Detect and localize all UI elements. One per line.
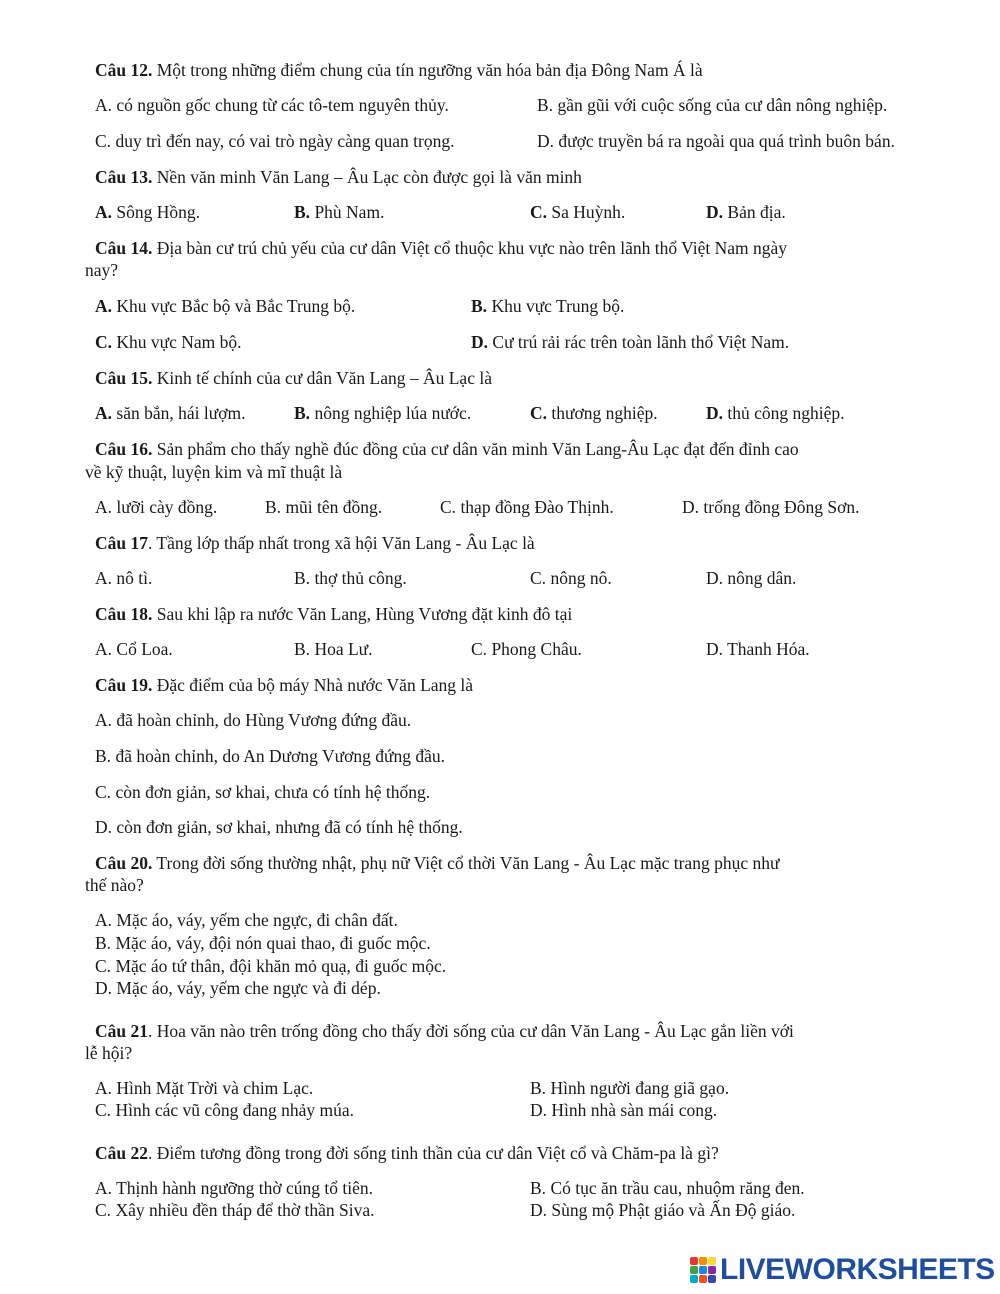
question-label: Câu 14. (95, 238, 153, 258)
q19-option-b[interactable]: B. đã hoàn chỉnh, do An Dương Vương đứng đầu. (95, 746, 445, 766)
q20-option-a[interactable]: A. Mặc áo, váy, yếm che ngực, đi chân đất. (95, 910, 398, 930)
q14-option-d[interactable]: D. Cư trú rải rác trên toàn lãnh thổ Việt Nam. (471, 332, 790, 352)
question-12 (95, 59, 703, 81)
question-21 (95, 1020, 794, 1042)
q12-option-a[interactable]: A. có nguồn gốc chung từ các tô-tem nguyên thủy. (95, 95, 449, 115)
question-label: Câu 13. (95, 167, 153, 187)
q14-option-a[interactable]: A. Khu vực Bắc bộ và Bắc Trung bộ. (95, 296, 356, 316)
q13-option-a[interactable]: A. Sông Hồng. (95, 202, 201, 222)
q21-option-d[interactable]: D. Hình nhà sàn mái cong. (530, 1100, 718, 1120)
question-label: Câu 12. (95, 60, 153, 80)
question-text: Sản phẩm cho thấy nghề đúc đồng của cư dân văn minh Văn Lang-Âu Lạc đạt đến đỉnh cao (152, 439, 799, 459)
question-text: Địa bàn cư trú chủ yếu của cư dân Việt cổ thuộc khu vực nào trên lãnh thổ Việt Nam ngày (152, 238, 787, 258)
question-16-cont: về kỹ thuật, luyện kim và mĩ thuật là (85, 462, 343, 482)
q21-option-c[interactable]: C. Hình các vũ công đang nhảy múa. (95, 1100, 355, 1120)
question-text: Một trong những điểm chung của tín ngưỡng văn hóa bản địa Đông Nam Á là (152, 60, 703, 80)
q16-option-d[interactable]: D. trống đồng Đông Sơn. (682, 497, 860, 517)
q16-option-c[interactable]: C. thạp đồng Đào Thịnh. (440, 497, 614, 517)
q18-option-b[interactable]: B. Hoa Lư. (294, 639, 373, 659)
question-17 (95, 532, 535, 554)
q15-option-b[interactable]: B. nông nghiệp lúa nước. (294, 403, 472, 423)
q18-option-d[interactable]: D. Thanh Hóa. (706, 639, 810, 659)
q21-option-b[interactable]: B. Hình người đang giã gạo. (530, 1078, 730, 1098)
question-15 (95, 367, 492, 389)
q19-option-a[interactable]: A. đã hoàn chỉnh, do Hùng Vương đứng đầu. (95, 710, 412, 730)
q18-option-a[interactable]: A. Cổ Loa. (95, 639, 173, 659)
question-text: . Điểm tương đồng trong đời sống tinh thần của cư dân Việt cổ và Chăm-pa là gì? (148, 1143, 719, 1163)
question-label: Câu 15. (95, 368, 153, 388)
question-text: Đặc điểm của bộ máy Nhà nước Văn Lang là (152, 675, 474, 695)
q22-option-c[interactable]: C. Xây nhiều đền tháp để thờ thần Siva. (95, 1200, 375, 1220)
question-text: . Tầng lớp thấp nhất trong xã hội Văn Lang - Âu Lạc là (148, 533, 535, 553)
q16-option-b[interactable]: B. mũi tên đồng. (265, 497, 383, 517)
question-text: Sau khi lập ra nước Văn Lang, Hùng Vương đặt kinh đô tại (152, 604, 573, 624)
q15-option-a[interactable]: A. săn bắn, hái lượm. (95, 403, 246, 423)
q22-option-a[interactable]: A. Thịnh hành ngưỡng thờ cúng tổ tiên. (95, 1178, 373, 1198)
question-label: Câu 20. (95, 853, 153, 873)
logo-text: LIVEWORKSHEETS (720, 1253, 995, 1286)
question-19 (95, 674, 473, 696)
q15-option-d[interactable]: D. thủ công nghiệp. (706, 403, 845, 423)
q15-option-c[interactable]: C. thương nghiệp. (530, 403, 658, 423)
q19-option-c[interactable]: C. còn đơn giản, sơ khai, chưa có tính hệ thống. (95, 782, 431, 802)
question-label: Câu 16. (95, 439, 153, 459)
q20-option-c[interactable]: C. Mặc áo tứ thân, đội khăn mỏ quạ, đi guốc mộc. (95, 956, 447, 976)
q20-option-d[interactable]: D. Mặc áo, váy, yếm che ngực và đi dép. (95, 978, 381, 998)
q17-option-c[interactable]: C. nông nô. (530, 568, 612, 588)
q14-option-c[interactable]: C. Khu vực Nam bộ. (95, 332, 242, 352)
question-20 (95, 852, 779, 874)
question-text: Kinh tế chính của cư dân Văn Lang – Âu Lạc là (152, 368, 492, 388)
q16-option-a[interactable]: A. lưỡi cày đồng. (95, 497, 218, 517)
question-22 (95, 1142, 719, 1164)
question-20-cont: thế nào? (85, 875, 144, 895)
question-text: . Hoa văn nào trên trống đồng cho thấy đời sống của cư dân Văn Lang - Âu Lạc gắn liền với (148, 1021, 794, 1041)
q13-option-c[interactable]: C. Sa Huỳnh. (530, 202, 626, 222)
q12-option-b[interactable]: B. gần gũi với cuộc sống của cư dân nông nghiệp. (537, 95, 888, 115)
question-13 (95, 166, 582, 188)
q12-option-d[interactable]: D. được truyền bá ra ngoài qua quá trình buôn bán. (537, 131, 895, 151)
question-16 (95, 438, 799, 460)
question-label: Câu 17 (95, 533, 148, 553)
q20-option-b[interactable]: B. Mặc áo, váy, đội nón quai thao, đi guốc mộc. (95, 933, 431, 953)
question-text: Trong đời sống thường nhật, phụ nữ Việt cổ thời Văn Lang - Âu Lạc mặc trang phục như (152, 853, 780, 873)
question-18 (95, 603, 572, 625)
q17-option-b[interactable]: B. thợ thủ công. (294, 568, 407, 588)
q22-option-b[interactable]: B. Có tục ăn trầu cau, nhuộm răng đen. (530, 1178, 805, 1198)
q22-option-d[interactable]: D. Sùng mộ Phật giáo và Ấn Độ giáo. (530, 1200, 796, 1220)
q13-option-d[interactable]: D. Bản địa. (706, 202, 786, 222)
q14-option-b[interactable]: B. Khu vực Trung bộ. (471, 296, 625, 316)
q21-option-a[interactable]: A. Hình Mặt Trời và chim Lạc. (95, 1078, 314, 1098)
question-21-cont: lễ hội? (85, 1043, 133, 1063)
q18-option-c[interactable]: C. Phong Châu. (471, 639, 582, 659)
question-label: Câu 19. (95, 675, 153, 695)
question-label: Câu 18. (95, 604, 153, 624)
q19-option-d[interactable]: D. còn đơn giản, sơ khai, nhưng đã có tính hệ thống. (95, 817, 463, 837)
q17-option-d[interactable]: D. nông dân. (706, 568, 797, 588)
question-14 (95, 237, 787, 259)
q12-option-c[interactable]: C. duy trì đến nay, có vai trò ngày càng quan trọng. (95, 131, 455, 151)
logo-grid-icon (690, 1257, 716, 1283)
q13-option-b[interactable]: B. Phù Nam. (294, 202, 385, 222)
question-text: Nền văn minh Văn Lang – Âu Lạc còn được gọi là văn minh (152, 167, 582, 187)
question-label: Câu 22 (95, 1143, 148, 1163)
question-14-cont: nay? (85, 260, 119, 280)
q17-option-a[interactable]: A. nô tì. (95, 568, 153, 588)
liveworksheets-logo[interactable] (690, 1253, 995, 1287)
question-label: Câu 21 (95, 1021, 148, 1041)
